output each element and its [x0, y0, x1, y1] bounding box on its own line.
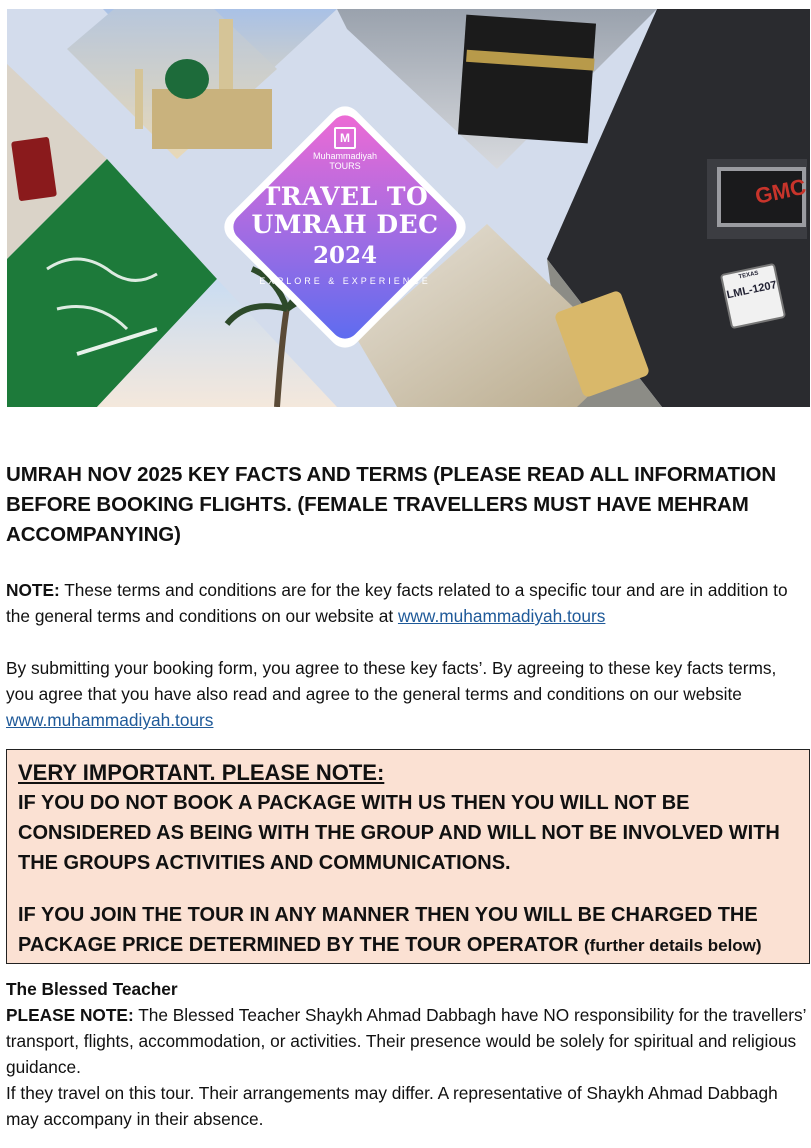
- brand-mark-icon: M: [334, 127, 356, 149]
- important-line-2-note: (further details below): [584, 936, 762, 955]
- license-plate: [720, 263, 786, 329]
- plate-number: LML-1207: [725, 278, 778, 302]
- important-notice-box: [6, 749, 810, 964]
- teacher-section-title: The Blessed Teacher: [6, 979, 178, 999]
- brand-sub: TOURS: [329, 161, 361, 171]
- teacher-note-label: PLEASE NOTE:: [6, 1005, 134, 1025]
- website-link[interactable]: www.muhammadiyah.tours: [397, 606, 606, 626]
- teacher-note-text-2: If they travel on this tour. Their arrangements may differ. A representative of Shaykh Ahmad Dabbagh may accompany in their absence.: [6, 1083, 778, 1129]
- teacher-note-text: The Blessed Teacher Shaykh Ahmad Dabbagh have NO responsibility for the travellers’ transport, flights, accommodation, or activities. Their presence would be solely for spiritual and religious guidance.: [6, 1005, 806, 1077]
- important-title: VERY IMPORTANT. PLEASE NOTE:: [18, 760, 385, 785]
- banner-image: [7, 9, 810, 407]
- brand-logo: [215, 127, 475, 171]
- svg-text:GMC: GMC: [752, 173, 809, 209]
- plate-state: TEXAS: [738, 270, 760, 281]
- important-line-2: IF YOU JOIN THE TOUR IN ANY MANNER THEN YOU WILL BE CHARGED THE PACKAGE PRICE DETERMINED BY THE TOUR OPERATOR: [18, 904, 758, 956]
- website-link-2[interactable]: www.muhammadiyah.tours: [6, 710, 214, 730]
- banner-badge: [215, 127, 475, 287]
- important-line-1: IF YOU DO NOT BOOK A PACKAGE WITH US THEN YOU WILL NOT BE CONSIDERED AS BEING WITH THE GROUP AND WILL NOT BE INVOLVED WITH THE GROUPS ACTIVITIES AND COMMUNICATIONS.: [18, 792, 780, 874]
- important-line-2-wrap: [18, 900, 798, 961]
- banner-title: TRAVEL TO UMRAH DEC: [251, 182, 439, 239]
- teacher-paragraph: [6, 1002, 806, 1132]
- page-heading: UMRAH NOV 2025 KEY FACTS AND TERMS (PLEASE READ ALL INFORMATION BEFORE BOOKING FLIGHTS. (FEMALE TRAVELLERS MUST HAVE MEHRAM ACCOMPANYING): [6, 463, 777, 546]
- banner-subtitle: EXPLORE & EXPERIENCE: [259, 276, 431, 286]
- brand-name: Muhammadiyah: [312, 151, 378, 161]
- banner-year: 2024: [312, 242, 377, 269]
- agreement-text: By submitting your booking form, you agree to these key facts’. By agreeing to these key facts terms, you agree that you have also read and agree to the general terms and conditions on our website: [6, 658, 777, 704]
- note-label: NOTE:: [6, 580, 60, 600]
- note-paragraph: [6, 577, 806, 629]
- note-text: These terms and conditions are for the key facts related to a specific tour and are in addition to the general terms and conditions on our website at: [6, 580, 788, 626]
- agreement-paragraph: [6, 655, 806, 733]
